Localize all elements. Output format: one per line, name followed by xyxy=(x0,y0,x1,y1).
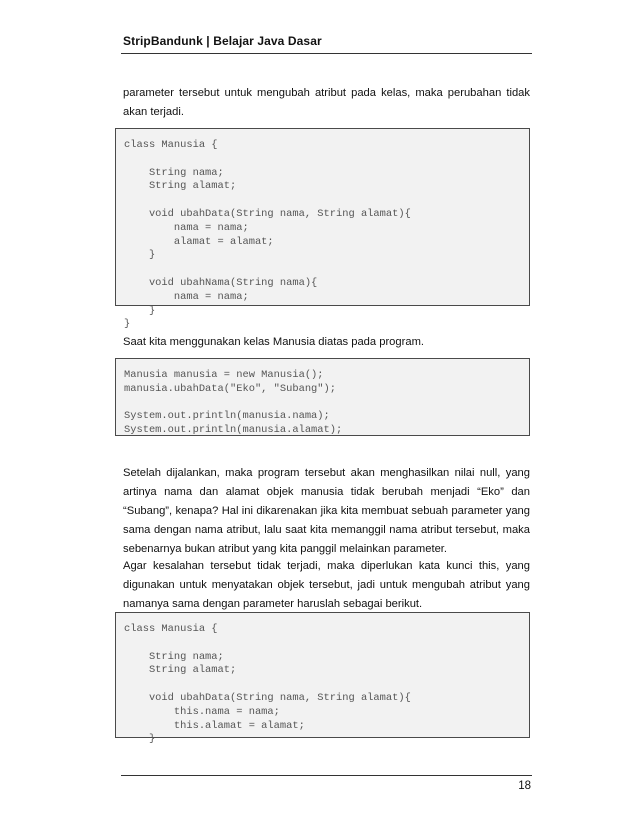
code-block-this-keyword xyxy=(115,612,530,746)
code-line: class Manusia { xyxy=(124,623,218,635)
code-line: String alamat; xyxy=(124,664,237,677)
code-line: System.out.println(manusia.alamat); xyxy=(124,424,343,437)
paragraph-1: parameter tersebut untuk mengubah atribut pada kelas, maka perubahan tidak akan terjadi. xyxy=(123,87,530,118)
page-number: 18 xyxy=(518,780,531,792)
code-line: Manusia manusia = new Manusia(); xyxy=(124,369,324,381)
code-block-class-manusia xyxy=(115,128,530,331)
code-line: String nama; xyxy=(124,166,224,179)
code-line xyxy=(124,153,529,167)
code-line: alamat = alamat; xyxy=(124,235,274,248)
code-line xyxy=(124,263,529,277)
code-line: String alamat; xyxy=(124,180,237,193)
code-text xyxy=(116,613,529,747)
code-line: manusia.ubahData("Eko", "Subang"); xyxy=(124,382,337,395)
code-line: void ubahNama(String nama){ xyxy=(124,276,318,289)
code-text xyxy=(116,129,529,332)
code-line: } xyxy=(124,249,156,262)
code-line xyxy=(124,397,529,411)
paragraph-3: Setelah dijalankan, maka program tersebut akan menghasilkan nilai null, yang artinya nama dan alamat objek manusia tidak berubah menjadi “Eko” dan “Subang”, kenapa? Hal ini dikarenakan jika kita membuat sebuah parameter yang sama dengan nama atribut, lalu saat kita memanggil nama atribut tersebut, maka sebenarnya bukan atribut yang kita panggil melainkan parameter. xyxy=(123,467,530,555)
header-divider xyxy=(121,53,532,54)
code-line: this.alamat = alamat; xyxy=(124,719,305,732)
code-line: nama = nama; xyxy=(124,290,249,303)
page-header-title: StripBandunk | Belajar Java Dasar xyxy=(123,34,322,48)
paragraph-4: Agar kesalahan tersebut tidak terjadi, maka diperlukan kata kunci this, yang digunakan untuk menyatakan objek tersebut, jadi untuk mengubah atribut yang namanya sama dengan parameter haruslah sebagai berikut. xyxy=(123,560,530,610)
code-line xyxy=(124,637,529,651)
code-line: String nama; xyxy=(124,650,224,663)
footer-divider xyxy=(121,775,532,776)
code-line xyxy=(124,194,529,208)
code-line: System.out.println(manusia.nama); xyxy=(124,410,330,423)
code-line: void ubahData(String nama, String alamat){ xyxy=(124,691,411,704)
code-line: } xyxy=(124,733,156,746)
code-line: void ubahData(String nama, String alamat){ xyxy=(124,207,411,220)
code-line: this.nama = nama; xyxy=(124,705,280,718)
code-line: } xyxy=(124,304,156,317)
code-line: } xyxy=(124,318,131,331)
code-line: class Manusia { xyxy=(124,139,218,151)
code-line: nama = nama; xyxy=(124,221,249,234)
code-text xyxy=(116,359,529,438)
code-line xyxy=(124,678,529,692)
code-block-program xyxy=(115,358,530,436)
paragraph-2: Saat kita menggunakan kelas Manusia diatas pada program. xyxy=(123,336,425,348)
